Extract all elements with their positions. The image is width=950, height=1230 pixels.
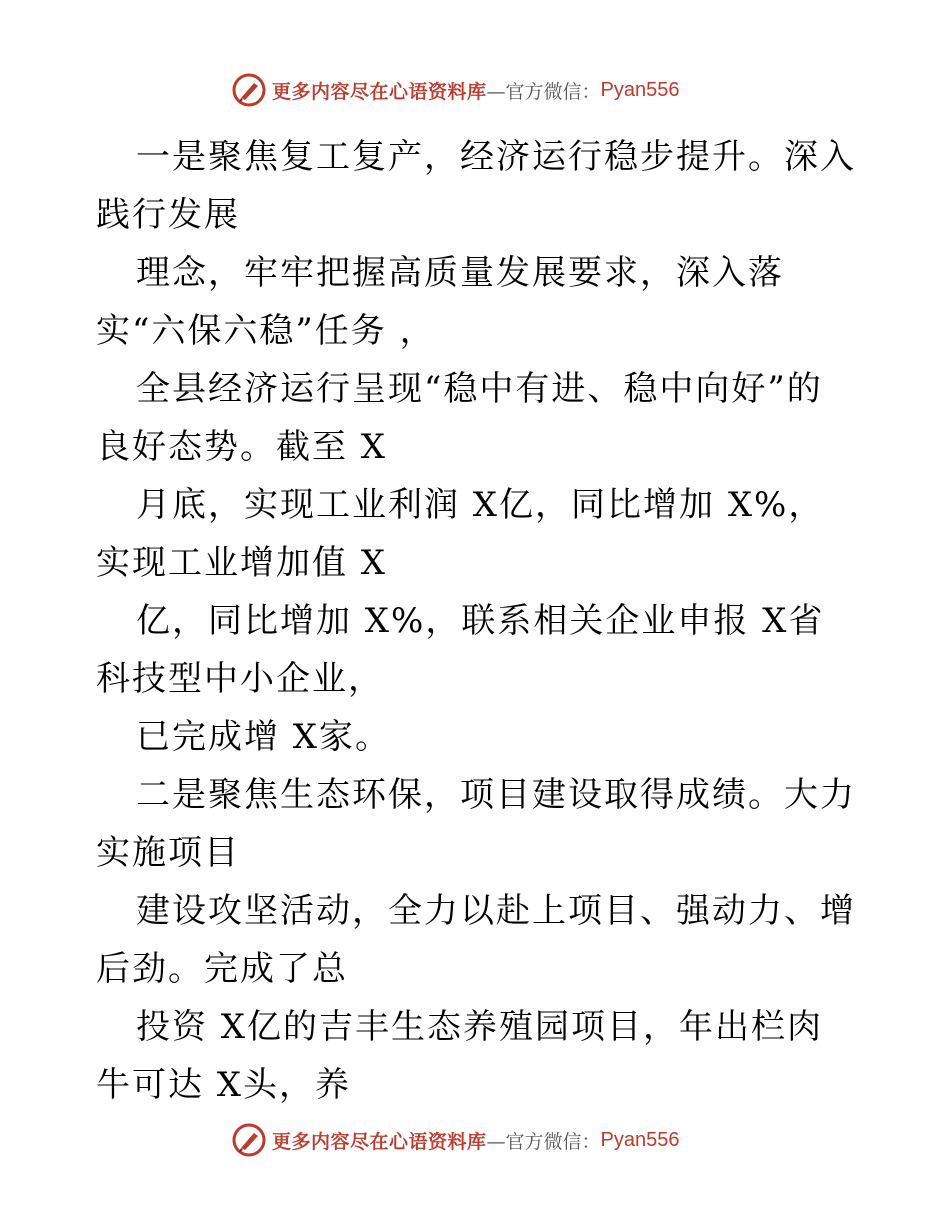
paragraph: 全县经济运行呈现“稳中有进、稳中向好”的良好态势。截至 X [96, 369, 823, 467]
paragraph: 理念，牢牢把握高质量发展要求，深入落实“六保六稳”任务 ， [96, 253, 784, 351]
pen-logo-icon [232, 73, 266, 107]
document-body [96, 128, 856, 1114]
header-official-text: —官方微信： [486, 80, 601, 103]
footer-official-text: —官方微信： [486, 1130, 601, 1153]
header-wechat-id: Pyan556 [600, 78, 680, 101]
paragraph: 一是聚焦复工复产，经济运行稳步提升。深入践行发展 [96, 137, 856, 235]
paragraph: 投资 X亿的吉丰生态养殖园项目，年出栏肉牛可达 X头，养 [96, 1007, 824, 1105]
footer-site-text: 更多内容尽在心语资料库 [272, 1130, 487, 1153]
header-banner [232, 72, 680, 108]
paragraph: 二是聚焦生态环保，项目建设取得成绩。大力实施项目 [96, 775, 856, 873]
paragraph: 建设攻坚活动，全力以赴上项目、强动力、增后劲。完成了总 [96, 891, 856, 989]
footer-banner [232, 1122, 680, 1158]
paragraph: 亿，同比增加 X%，联系相关企业申报 X省科技型中小企业， [96, 601, 825, 699]
paragraph: 月底，实现工业利润 X亿，同比增加 X%，实现工业增加值 X [96, 485, 825, 583]
pen-logo-icon [232, 1123, 266, 1157]
header-site-text: 更多内容尽在心语资料库 [272, 80, 487, 103]
footer-wechat-id: Pyan556 [600, 1128, 680, 1151]
paragraph: 已完成增 X家。 [136, 717, 392, 757]
